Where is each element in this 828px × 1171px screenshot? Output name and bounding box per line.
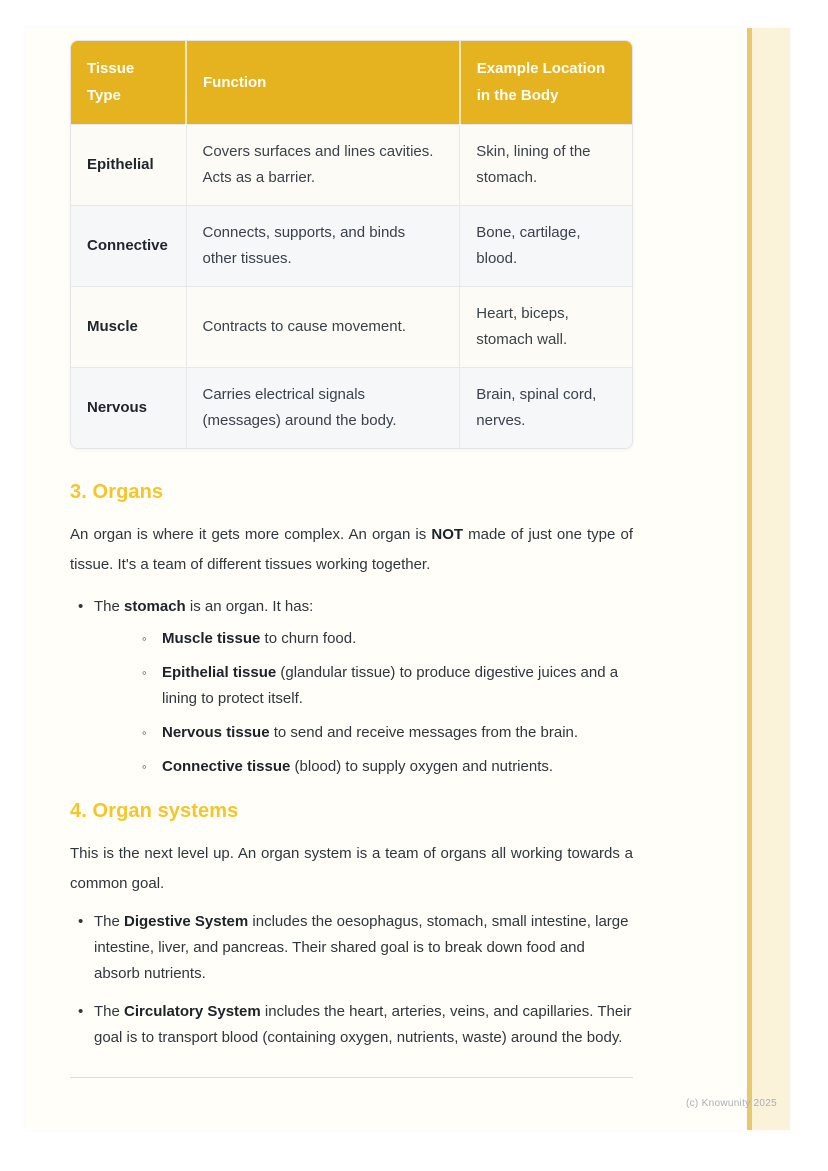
table-row bbox=[71, 367, 632, 448]
text-post: includes the oesophagus, stomach, small intestine, large intestine, liver, and pancreas. Their shared goal is to break down food and absorb nutrients. bbox=[94, 912, 629, 982]
table-row bbox=[71, 286, 632, 367]
cell-location: Skin, lining of the stomach. bbox=[460, 124, 632, 205]
list-item-stomach bbox=[70, 594, 633, 780]
organ-systems-list bbox=[70, 909, 633, 1051]
cell-function: Carries electrical signals (messages) around the body. bbox=[186, 367, 460, 448]
copyright-notice: (c) Knowunity 2025 bbox=[685, 1098, 777, 1109]
cell-function: Connects, supports, and binds other tissues. bbox=[186, 205, 460, 286]
header-function: Function bbox=[186, 41, 460, 124]
list-item-epithelial-tissue bbox=[136, 660, 633, 712]
text-bold: Nervous tissue bbox=[162, 723, 270, 741]
text-pre: The bbox=[94, 1002, 125, 1020]
stomach-tissue-sublist bbox=[136, 626, 633, 780]
text-post: to send and receive messages from the brain. bbox=[269, 723, 579, 741]
list-item-muscle-tissue bbox=[136, 626, 633, 652]
cell-tissue-type: Epithelial bbox=[71, 124, 186, 205]
text-pre: The bbox=[94, 597, 125, 615]
table-header-row bbox=[71, 41, 632, 124]
text-post: includes the heart, arteries, veins, and capillaries. Their goal is to transport blood (containing oxygen, nutrients, waste) around the body. bbox=[94, 1002, 632, 1046]
text-pre: The bbox=[94, 912, 125, 930]
table-row bbox=[71, 124, 632, 205]
list-item-connective-tissue bbox=[136, 754, 633, 780]
text-bold: Connective tissue bbox=[162, 757, 291, 775]
cell-function: Contracts to cause movement. bbox=[186, 286, 460, 367]
cell-location: Brain, spinal cord, nerves. bbox=[460, 367, 632, 448]
list-item-circulatory-system bbox=[70, 999, 633, 1051]
organs-intro-paragraph bbox=[70, 520, 633, 580]
text-bold: Digestive System bbox=[124, 912, 249, 930]
text-bold: Muscle tissue bbox=[162, 629, 261, 647]
text-post: made of just one type of tissue. It's a team of different tissues working together. bbox=[70, 525, 633, 573]
text-bold: Epithelial tissue bbox=[162, 663, 277, 681]
text-post: is an organ. It has: bbox=[185, 597, 314, 615]
table-row bbox=[71, 205, 632, 286]
text-bold: Circulatory System bbox=[124, 1002, 261, 1020]
cell-location: Heart, biceps, stomach wall. bbox=[460, 286, 632, 367]
section-heading-organs: 3. Organs bbox=[70, 480, 164, 503]
document-page bbox=[25, 28, 790, 1130]
text-post: (glandular tissue) to produce digestive juices and a lining to protect itself. bbox=[162, 663, 619, 707]
cell-tissue-type: Connective bbox=[71, 205, 186, 286]
organs-list bbox=[70, 594, 633, 780]
list-item-digestive-system bbox=[70, 909, 633, 987]
header-tissue-type: Tissue Type bbox=[71, 41, 186, 124]
text-pre: This is the next level up. An organ system is a team of organs all working towards a common goal. bbox=[70, 844, 633, 892]
cell-tissue-type: Nervous bbox=[71, 367, 186, 448]
organ-systems-intro-paragraph bbox=[70, 839, 633, 899]
cell-tissue-type: Muscle bbox=[71, 286, 186, 367]
text-post: (blood) to supply oxygen and nutrients. bbox=[290, 757, 554, 775]
page-content bbox=[25, 28, 790, 1078]
text-bold: NOT bbox=[431, 525, 464, 543]
list-item-nervous-tissue bbox=[136, 720, 633, 746]
header-example-location: Example Location in the Body bbox=[460, 41, 632, 124]
text-post: to churn food. bbox=[260, 629, 357, 647]
section-heading-organ-systems: 4. Organ systems bbox=[70, 799, 239, 822]
cell-location: Bone, cartilage, blood. bbox=[460, 205, 632, 286]
cell-function: Covers surfaces and lines cavities. Acts as a barrier. bbox=[186, 124, 460, 205]
tissue-table bbox=[70, 40, 633, 449]
text-pre: An organ is where it gets more complex. An organ is bbox=[70, 525, 432, 543]
text-bold: stomach bbox=[124, 597, 186, 615]
footer-divider bbox=[70, 1077, 633, 1078]
